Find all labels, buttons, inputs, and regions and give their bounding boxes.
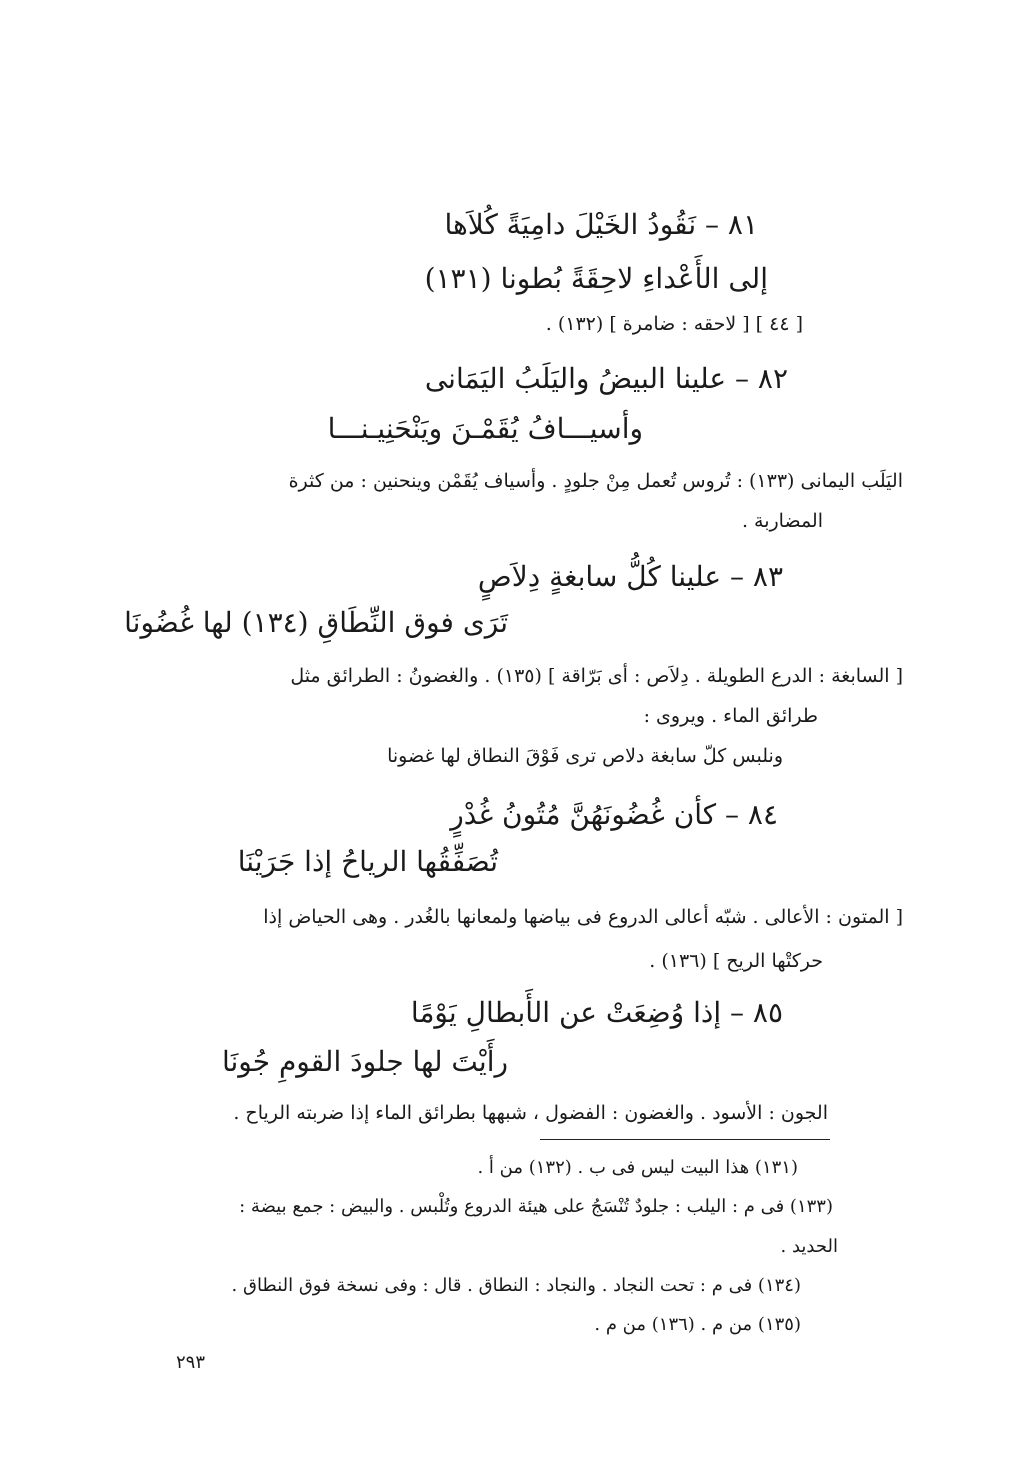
verse-85-first: ٨٥ – إذا وُضِعَتْ عن الأَبطالِ يَوْمًا [410, 996, 783, 1029]
footnote-131-132: (١٣١) هذا البيت ليس فى ب . (١٣٢) من أ . [477, 1157, 798, 1178]
verse-81-second: إلى الأَعْداءِ لاحِقَةً بُطونا (١٣١) [424, 262, 768, 295]
footnote-133-line2: الحديد . [780, 1236, 838, 1257]
note-82-line2: المضاربة . [741, 510, 823, 532]
footnote-135-136: (١٣٥) من م . (١٣٦) من م . [594, 1314, 801, 1335]
verse-83-second: تَرَى فوق النِّطَاقِ (١٣٤) لها غُضُونَا [124, 606, 508, 639]
footnote-divider [540, 1139, 830, 1140]
note-81: [ ٤٤ ] [ لاحقه : ضامرة ] (١٣٢) . [545, 313, 803, 335]
note-83-line1: [ السابغة : الدرع الطويلة . دِلاَص : أى بَرّاقة ] (١٣٥) . والغضونُ : الطرائق مثل [290, 665, 903, 687]
verse-81-first: ٨١ – نَقُودُ الخَيْلَ دامِيَةً كُلاَها [444, 208, 758, 241]
note-83-line2: طرائق الماء . ويروى : [643, 705, 818, 727]
note-84-line1: [ المتون : الأعالى . شبّه أعالى الدروع فى بياضها ولمعانها بالغُدر . وهى الحياض إذا [263, 906, 903, 928]
verse-82-first: ٨٢ – علينا البيضُ واليَلَبُ اليَمَانى [424, 362, 788, 395]
verse-84-first: ٨٤ – كأن غُضُونَهُنَّ مُتُونُ غُدْرٍ [450, 798, 778, 831]
note-85: الجون : الأسود . والغضون : الفضول ، شبهها بطرائق الماء إذا ضربته الرياح . [233, 1102, 828, 1124]
note-84-line2: حركتْها الريح ] (١٣٦) . [649, 950, 823, 972]
verse-82-second: وأسيـــافُ يُقَمْـنَ ويَنْحَنِيـنـــا [327, 412, 643, 445]
verse-84-second: تُصَفِّقُها الرياحُ إذا جَرَيْنَا [237, 845, 498, 878]
note-83-alternative-verse: ونلبس كلّ سابغة دلاص ترى فَوْقَ النطاق لها غضونا [387, 745, 783, 767]
page-number: ٢٩٣ [176, 1352, 206, 1373]
note-82-line1: اليَلَب اليمانى (١٣٣) : تُروس تُعمل مِنْ جلودٍ . وأسياف يُقَمْن وينحنين : من كثرة [288, 470, 903, 492]
verse-83-first: ٨٣ – علينا كُلُّ سابغةٍ دِلاَصٍ [477, 560, 783, 593]
footnote-134: (١٣٤) فى م : تحت النجاد . والنجاد : النطاق . قال : وفى نسخة فوق النطاق . [231, 1275, 801, 1296]
verse-85-second: رأَيْتَ لها جلودَ القومِ جُونَا [221, 1045, 508, 1078]
footnote-133-line1: (١٣٣) فى م : اليلب : جلودٌ تُنْسَجُ على هيئة الدروع وتُلْبس . والبيض : جمع بيضة : [239, 1196, 833, 1217]
